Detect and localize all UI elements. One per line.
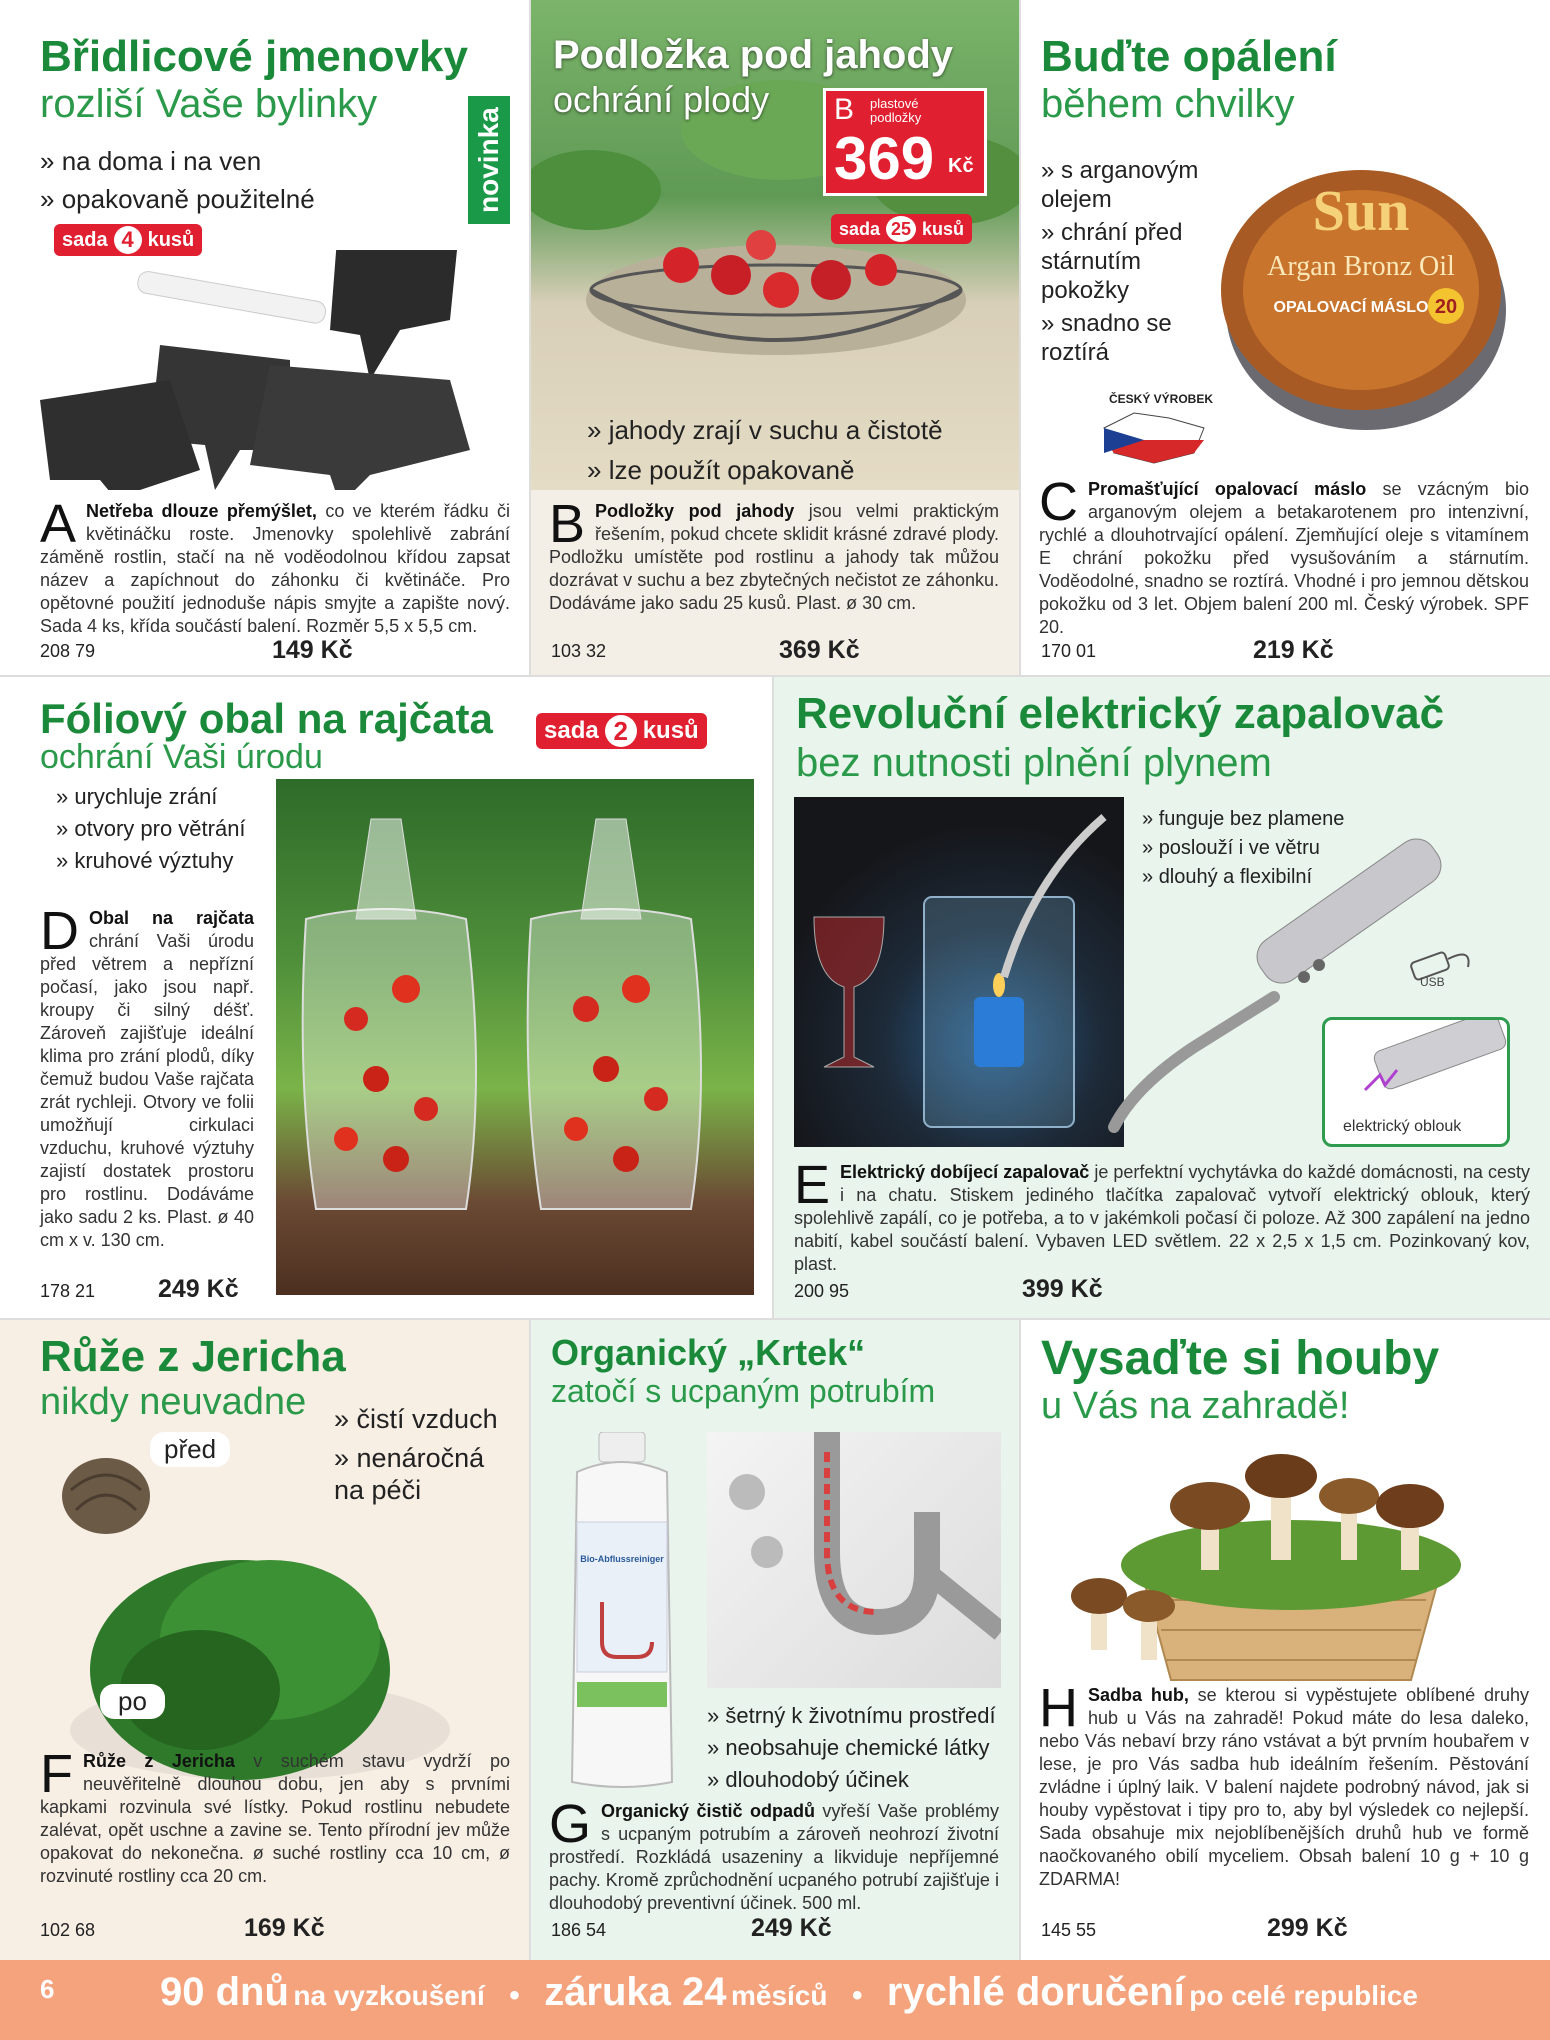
slate-tags-illustration <box>40 250 500 490</box>
mushroom <box>1071 1578 1127 1650</box>
cover-right <box>528 819 701 1209</box>
tin-spf: 20 <box>1434 296 1458 318</box>
product-letter: F <box>40 1744 73 1804</box>
set-badge-num: 2 <box>605 715 637 747</box>
separator-dot: • <box>509 1979 520 2012</box>
product-letter: C <box>1039 472 1078 532</box>
chalk <box>136 270 327 325</box>
warranty-big: záruka 24 <box>544 1970 727 2014</box>
leaf <box>531 150 661 230</box>
strawberry <box>711 255 751 295</box>
days-trial-big: 90 dnů <box>160 1970 289 2014</box>
tin-name: Argan Bronz Oil <box>1267 251 1455 282</box>
bullet: » otvory pro větrání <box>56 813 246 845</box>
arc-label: elektrický oblouk <box>1343 1118 1462 1135</box>
days-trial-small: na vyzkoušení <box>293 1980 485 2011</box>
bottle-label: Bio-Abflussreiniger <box>580 1554 664 1564</box>
product-c-bullets <box>1041 156 1221 367</box>
product-b <box>531 0 1019 675</box>
desc-text: chrání Vaši úrodu před větrem a nepřízní počasí, jako jsou např. kroupy či silný déšť. Zároveň zajišťuje ideální klima pro zrání plodů, díky čemuž budou Vaše rajčata zrát rychleji. Otvory ve folii umožňují cirkulaci vzduchu, kruhové výztuhy zajistí dostatek prostoru pro rostlinu. Dodáváme jako sadu 2 ks. Plast. ø 40 cm x v. 130 cm. <box>40 931 254 1250</box>
desc-bold: Promašťující opalovací máslo <box>1088 479 1367 499</box>
slate-tag <box>250 365 470 490</box>
desc-text: se vzácným bio arganovým olejem a betakarotenem pro intenzivní, rychlé a dlouhotrvající opálení. Zjemňující oleje s vitamínem E chrání pokožku před vysušováním a stárnutím. Voděodolné, snadno se roztírá. Vhodné i pro jemnou dětskou pokožku od 3 let. Objem balení 200 ml. Český výrobek. SPF 20. <box>1039 479 1529 637</box>
bullet: » opakovaně použitelné <box>40 180 315 218</box>
bullet: » dlouhý a flexibilní <box>1142 863 1344 892</box>
product-f-subtitle: nikdy neuvadne <box>40 1381 307 1423</box>
tanning-butter-tin-illustration <box>1201 140 1511 450</box>
bullet: » nenáročná na péči <box>334 1442 514 1506</box>
candle-scene-illustration <box>794 797 1124 1147</box>
desc-bold: Podložky pod jahody <box>595 501 795 521</box>
bullet: » čistí vzduch <box>334 1402 514 1436</box>
strawberry <box>763 272 799 308</box>
usb-label: USB <box>1420 975 1445 989</box>
desc-bold: Organický čistič odpadů <box>601 1801 815 1821</box>
product-f <box>0 1320 529 1960</box>
electric-arc-inset <box>1322 1017 1510 1147</box>
new-badge <box>468 96 510 224</box>
product-h <box>1021 1320 1550 1960</box>
desc-bold: Elektrický dobíjecí zapalovač <box>840 1162 1090 1182</box>
product-f-bullets <box>334 1402 514 1506</box>
product-d <box>0 677 772 1318</box>
set-badge-num: 4 <box>114 226 142 254</box>
desc-text: v suchém stavu vydrží po neuvěřitelně dlouhou dobu, jen aby s prvními kapkami rozvinula své lístky. Pokud rostlinu nebudete zalévat, opět uschne a zavine se. Tento přírodní jev může opakovat do nekonečna. ø suché rostliny cca 10 cm, ø rozvinuté rostliny cca 20 cm. <box>40 1751 510 1886</box>
tin-brand: Sun <box>1312 178 1410 243</box>
product-letter: A <box>40 494 77 554</box>
product-price: 149 Kč <box>272 636 353 664</box>
set-badge <box>831 214 972 244</box>
cleaner-bottle-illustration <box>557 1432 687 1792</box>
product-e-subtitle: bez nutnosti plnění plynem <box>796 741 1272 785</box>
product-d-subtitle: ochrání Vaši úrodu <box>40 738 323 776</box>
strawberry <box>746 230 776 260</box>
product-code: 170 01 <box>1041 641 1097 661</box>
product-c-subtitle: během chvilky <box>1041 82 1295 126</box>
product-g-description <box>549 1794 999 1915</box>
tomato-covers-illustration <box>276 779 754 1295</box>
product-b-title: Podložka pod jahody <box>553 33 954 77</box>
separator-dot: • <box>851 1979 863 2012</box>
cover-left <box>303 819 476 1209</box>
product-code: 102 68 <box>40 1920 96 1940</box>
product-b-bullets <box>587 410 943 490</box>
wine-glass <box>814 917 884 1067</box>
product-price: 299 Kč <box>1267 1914 1348 1942</box>
strawberry <box>663 247 699 283</box>
product-d-description <box>40 901 254 1252</box>
strawberry <box>865 254 897 286</box>
product-h-description <box>1039 1678 1529 1891</box>
footer-benefits <box>160 1970 1418 2015</box>
product-price: 169 Kč <box>244 1914 325 1942</box>
desc-text: jsou velmi praktickým řešením, pokud chcete sklidit krásné zdravé plody. Podložku umístěte pod rostlinu a jahody tak můžou dozrávat v suchu a bez zbytečných nečistot ze záhonku. Dodáváme jako sadu 25 kusů. Plast. ø 30 cm. <box>549 501 999 613</box>
after-label: po <box>100 1684 165 1719</box>
strawberry <box>811 260 851 300</box>
footer-banner <box>0 1960 1550 2040</box>
product-e <box>774 677 1550 1318</box>
desc-text: co ve kterém řádku či květináčku roste. Jmenovky spolehlivě zabrání záměně rostlin, stačí na ně voděodolnou křídou zapsat název a zapíchnout do záhonku či květináče. Pro opětovné použití jednoduše nápis smyjte a zapište nový. Sada 4 ks, křída součástí balení. Rozměr 5,5 x 5,5 cm. <box>40 501 511 636</box>
bullet: » poslouží i ve větru <box>1142 834 1344 863</box>
blue-candle <box>974 997 1024 1067</box>
bullet: » na doma i na ven <box>40 142 315 180</box>
product-letter: B <box>549 494 586 554</box>
desc-text: je perfektní vychytávka do každé domácnosti, na cesty i na chatu. Stiskem jediného tlačítka zapalovač vytvoří elektrický oblouk, který spolehlivě zapálí, co je potřeba, a to v jakémkoli počasí či poloze. Až 300 zapálení na jedno nabití, kabel součástí balení. Vybaven LED světlem. 22 x 2,5 x 1,5 cm. Pozinkovaný kov, plast. <box>794 1162 1530 1274</box>
bullet: » kruhové výztuhy <box>56 845 246 877</box>
product-code: 186 54 <box>551 1920 607 1940</box>
green-rose-illustration <box>70 1520 450 1780</box>
price-badge-value: 369 <box>834 125 935 192</box>
before-label: před <box>150 1432 230 1467</box>
product-price: 369 Kč <box>779 636 860 664</box>
product-f-title: Růže z Jericha <box>40 1332 346 1381</box>
product-g <box>531 1320 1019 1960</box>
delivery-big: rychlé doručení <box>886 1970 1185 2014</box>
set-badge-post: kusů <box>922 218 965 239</box>
lighter-button <box>1313 959 1325 971</box>
new-badge-text: novinka <box>473 107 504 213</box>
product-price: 249 Kč <box>751 1914 832 1942</box>
tin-type: OPALOVACÍ MÁSLO <box>1273 299 1429 316</box>
slate-tag <box>330 250 460 380</box>
product-code: 145 55 <box>1041 1920 1097 1940</box>
set-badge <box>536 713 707 749</box>
product-h-title: Vysaďte si houby <box>1041 1332 1440 1385</box>
product-code: 178 21 <box>40 1281 96 1301</box>
set-badge-pre: sada <box>839 218 881 239</box>
product-g-subtitle: zatočí s ucpaným potrubím <box>551 1373 936 1409</box>
product-a <box>0 0 529 675</box>
product-d-title: Fóliový obal na rajčata <box>40 695 493 742</box>
delivery-small: po celé republice <box>1189 1980 1418 2011</box>
bullet: » lze použít opakovaně <box>587 450 943 490</box>
set-badge-pre: sada <box>62 228 108 251</box>
product-e-description <box>794 1155 1530 1276</box>
mushroom-basket-illustration <box>1061 1440 1491 1700</box>
lighter-neck <box>1114 997 1274 1127</box>
product-b-description <box>549 494 999 615</box>
bullet: » s arganovým olejem <box>1041 156 1221 214</box>
product-h-subtitle: u Vás na zahradě! <box>1041 1385 1350 1427</box>
set-badge-post: kusů <box>642 717 699 744</box>
price-badge-label: plastové podložky <box>870 96 922 125</box>
price-badge <box>823 88 987 196</box>
product-a-title: Břidlicové jmenovky <box>40 32 468 81</box>
desc-bold: Růže z Jericha <box>83 1751 235 1771</box>
product-c <box>1021 0 1550 675</box>
lighter-button <box>1298 971 1310 983</box>
product-c-description <box>1039 472 1529 639</box>
desc-text: vyřeší Vaše problémy s ucpaným potrubím a zároveň neohrozí životní prostředí. Rozkládá usazeniny a likviduje nepříjemné pachy. Kromě zprůchodnění ucpaného potrubí zajišťuje i dlouhodobý preventivní účinek. 500 ml. <box>549 1801 999 1913</box>
bullet: » funguje bez plamene <box>1142 805 1344 834</box>
czech-product-label: ČESKÝ VÝROBEK <box>1109 392 1214 406</box>
czech-map-icon <box>1099 408 1209 468</box>
product-code: 200 95 <box>794 1281 850 1301</box>
product-price: 399 Kč <box>1022 1275 1103 1303</box>
product-g-title: Organický „Krtek“ <box>551 1332 866 1373</box>
product-letter: E <box>794 1155 831 1215</box>
page-number: 6 <box>40 1974 55 2004</box>
price-badge-letter: B <box>834 93 855 126</box>
product-e-title: Revoluční elektrický zapalovač <box>796 689 1445 738</box>
product-b-subtitle: ochrání plody <box>553 79 770 120</box>
product-price: 249 Kč <box>158 1275 239 1303</box>
product-letter: G <box>549 1794 592 1854</box>
bullet: » chrání před stárnutím pokožky <box>1041 218 1221 305</box>
set-badge-num: 25 <box>886 216 916 242</box>
product-a-description <box>40 494 511 638</box>
bullet: » dlouhodobý účinek <box>707 1764 996 1796</box>
product-a-subtitle: rozliší Vaše bylinky <box>40 82 378 126</box>
bullet: » jahody zrají v suchu a čistotě <box>587 410 943 450</box>
product-code: 103 32 <box>551 641 607 661</box>
product-d-bullets <box>56 781 246 877</box>
desc-bold: Sadba hub, <box>1088 1685 1189 1705</box>
product-a-bullets <box>40 142 315 218</box>
product-price: 219 Kč <box>1253 636 1334 664</box>
pipe-illustration <box>707 1432 1001 1688</box>
desc-text: se kterou si vypěstujete oblíbené druhy hub u Vás na zahradě! Pokud máte do lesa daleko, nebo Vás nebaví brzy ráno vstávat a být prvním houbařem v lese, je pro Vás sadba hub ideálním řešením. Pěstování zvládne i úplný laik. V balení najdete podrobný návod, jak si houby vypěstovat i tipy pro to, aby byl výsledek co nejlepší. Sada obsahuje mix nejoblíbenějších druhů hub ve formě naočkovaného obilí myceliem. Obsah balení 10 g + 10 g ZDARMA! <box>1039 1685 1529 1889</box>
set-badge-pre: sada <box>544 717 599 744</box>
desc-bold: Obal na rajčata <box>89 908 254 928</box>
bullet: » urychluje zrání <box>56 781 246 813</box>
product-c-title: Buďte opálení <box>1041 32 1337 81</box>
product-g-bullets <box>707 1700 996 1796</box>
warranty-small: měsíců <box>730 1980 828 2011</box>
product-letter: D <box>40 901 79 961</box>
arc-illustration <box>1325 1020 1507 1110</box>
price-badge-currency: Kč <box>948 155 974 177</box>
bullet: » neobsahuje chemické látky <box>707 1732 996 1764</box>
set-badge-post: kusů <box>147 228 195 251</box>
desc-bold: Netřeba dlouze přemýšlet, <box>86 501 317 521</box>
bullet: » snadno se roztírá <box>1041 309 1221 367</box>
product-letter: H <box>1039 1678 1078 1738</box>
product-code: 208 79 <box>40 641 96 661</box>
bullet: » šetrný k životnímu prostředí <box>707 1700 996 1732</box>
product-f-description <box>40 1744 510 1888</box>
